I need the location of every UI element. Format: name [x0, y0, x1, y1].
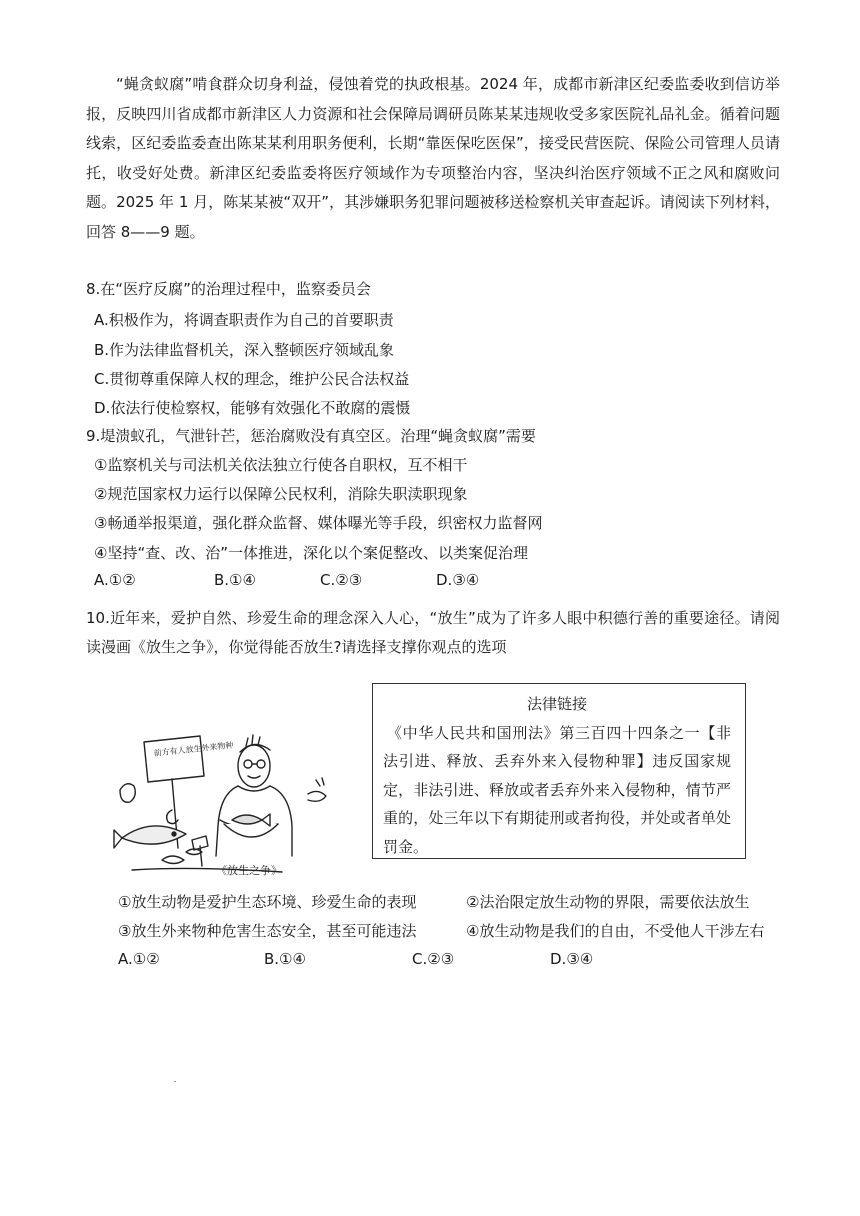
cartoon-caption: 《放生之争》 [216, 864, 282, 877]
law-link-box [372, 683, 746, 859]
q10-item-3: ③放生外来物种危害生态安全，甚至可能违法 [118, 922, 417, 940]
q9-item-2: ②规范国家权力运行以保障公民权利，消除失职渎职现象 [94, 485, 468, 503]
q9-stem: 9.堤溃蚁孔，气泄针芒，惩治腐败没有真空区。治理“蝇贪蚁腐”需要 [86, 427, 536, 445]
q9-item-3: ③畅通举报渠道，强化群众监督、媒体曝光等手段，织密权力监督网 [94, 514, 543, 532]
scan-dot [174, 1081, 176, 1082]
q8-option-b: B.作为法律监督机关，深入整顿医疗领域乱象 [94, 341, 395, 359]
q10-option-d: D.③④ [550, 950, 594, 968]
cartoon-sign-text: 前方有人放生外来物种 [153, 740, 234, 758]
law-link-text: 《中华人民共和国刑法》第三百四十四条之一【非法引进、释放、丢弃外来入侵物种罪】违反国家规定，非法引进、释放或者丢弃外来入侵物种，情节严重的，处三年以下有期徒刑或者拘役，并处或者单处罚金。 [383, 723, 731, 856]
q9-option-a: A.①② [94, 571, 136, 589]
q8-stem: 8.在“医疗反腐”的治理过程中，监察委员会 [86, 280, 371, 298]
q10-option-b: B.①④ [264, 950, 306, 968]
q10-option-a: A.①② [118, 950, 160, 968]
q10-option-c: C.②③ [412, 950, 455, 968]
q8-option-d: D.依法行使检察权，能够有效强化不敢腐的震慑 [94, 399, 411, 417]
q10-stem: 10.近年来，爱护自然、珍爱生命的理念深入人心，“放生”成为了许多人眼中积德行善的重要途径。请阅读漫画《放生之争》，你觉得能否放生?请选择支撑你观点的选项 [86, 609, 780, 656]
q9-option-b: B.①④ [214, 571, 256, 589]
q8-option-c: C.贯彻尊重保障人权的理念，维护公民合法权益 [94, 370, 410, 388]
reading-material-text: “蝇贪蚁腐”啃食群众切身利益，侵蚀着党的执政根基。2024 年，成都市新津区纪委监委收到信访举报，反映四川省成都市新津区人力资源和社会保障局调研员陈某某违规收受多家医院礼品礼金。循着问题线索，区纪委监委查出陈某某利用职务便利，长期“靠医保吃医保”，接受民营医院、保险公司管理人员请托，收受好处费。新津区纪委监委将医疗领域作为专项整治内容，坚决纠治医疗领域不正之风和腐败问题。2025 年 1 月，陈某某被“双开”，其涉嫌职务犯罪问题被移送检察机关审查起诉。请阅读下列材料，回答 8——9 题。 [86, 75, 780, 241]
q10-item-2: ②法治限定放生动物的界限，需要依法放生 [466, 893, 750, 911]
reading-material [86, 70, 780, 247]
q10-item-1: ①放生动物是爱护生态环境、珍爱生命的表现 [118, 893, 417, 911]
q10-item-4: ④放生动物是我们的自由，不受他人干涉左右 [466, 922, 765, 940]
q9-option-d: D.③④ [436, 571, 480, 589]
cartoon-illustration [112, 720, 338, 882]
q9-option-c: C.②③ [320, 571, 363, 589]
law-link-title: 法律链接 [526, 695, 587, 713]
q9-item-4: ④坚持“查、改、治”一体推进，深化以个案促整改、以类案促治理 [94, 544, 528, 562]
q9-item-1: ①监察机关与司法机关依法独立行使各自职权，互不相干 [94, 456, 468, 474]
q8-option-a: A.积极作为，将调查职责作为自己的首要职责 [94, 311, 394, 329]
